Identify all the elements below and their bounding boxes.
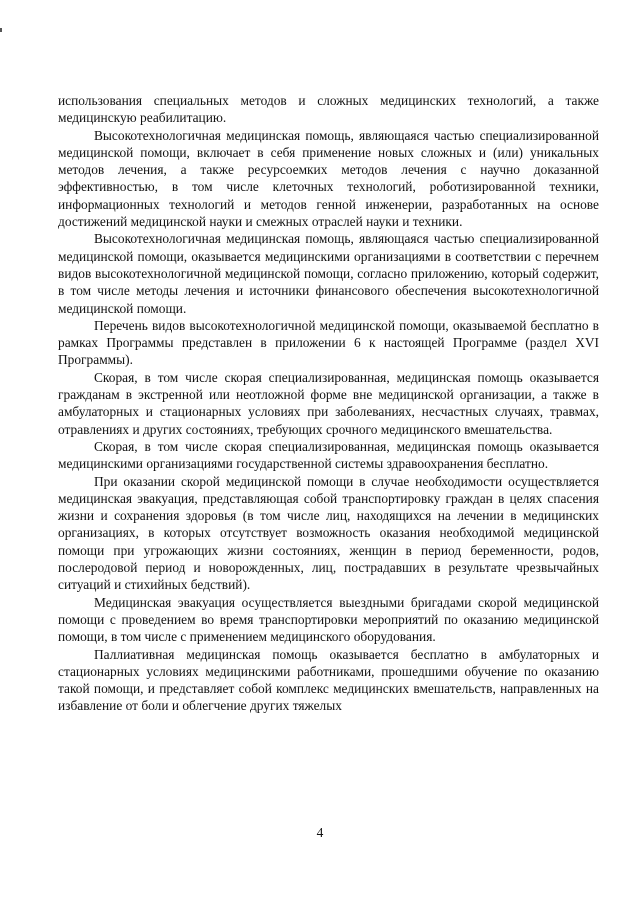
paragraph-emergency-care-free: Скорая, в том числе скорая специализированная, медицинская помощь оказывается медицинскими организациями государственной системы здравоохранения бесплатно. [58,438,599,472]
paragraph-emergency-care: Скорая, в том числе скорая специализированная, медицинская помощь оказывается гражданам в экстренной или неотложной форме вне медицинской организации, а также в амбулаторных и стационарных условиях при заболеваниях, несчастных случаях, травмах, отравлениях и других состояниях, требующих срочного медицинского вмешательства. [58,369,599,437]
scan-artifact [0,28,2,32]
paragraph-high-tech-care-organizations: Высокотехнологичная медицинская помощь, являющаяся частью специализированной медицинской помощи, оказывается медицинскими организациями в соответствии с перечнем видов высокотехнологичной медицинской помощи, согласно приложению, который содержит, в том числе методы лечения и источники финансового обеспечения высокотехнологичной медицинской помощи. [58,231,599,316]
paragraph-palliative-care: Паллиативная медицинская помощь оказывается бесплатно в амбулаторных и стационарных условиях медицинскими работниками, прошедшими обучение по оказанию такой помощи, и представляет собой комплекс медицинских вмешательств, направленных на избавление от боли и облегчение других тяжелых [58,646,599,714]
paragraph-high-tech-care-definition: Высокотехнологичная медицинская помощь, являющаяся частью специализированной медицинской помощи, включает в себя применение новых сложных и (или) уникальных методов лечения, а также ресурсоемких методов лечения с научно доказанной эффективностью, в том числе клеточных технологий, роботизированной техники, информационных технологий и методов генной инженерии, разработанных на основе достижений медицинской науки и смежных отраслей науки и техники. [58,127,599,230]
page-number: 4 [316,825,324,840]
paragraph-evacuation-teams: Медицинская эвакуация осуществляется выездными бригадами скорой медицинской помощи с проведением во время транспортировки мероприятий по оказанию медицинской помощи, в том числе с применением медицинского оборудования. [58,594,599,645]
body-text [58,92,599,715]
paragraph-medical-evacuation: При оказании скорой медицинской помощи в случае необходимости осуществляется медицинская эвакуация, представляющая собой транспортировку граждан в целях спасения жизни и сохранения здоровья (в том числе лиц, находящихся на лечении в медицинских организациях, в которых отсутствует возможность оказания необходимой медицинской помощи при угрожающих жизни состояниях, женщин в период беременности, родов, послеродовой период и новорожденных, лиц, пострадавших в результате чрезвычайных ситуаций и стихийных бедствий). [58,473,599,593]
paragraph-continuation: использования специальных методов и сложных медицинских технологий, а также медицинскую реабилитацию. [58,93,599,126]
paragraph-high-tech-care-list: Перечень видов высокотехнологичной медицинской помощи, оказываемой бесплатно в рамках Программы представлен в приложении 6 к настоящей Программе (раздел XVI Программы). [58,317,599,368]
